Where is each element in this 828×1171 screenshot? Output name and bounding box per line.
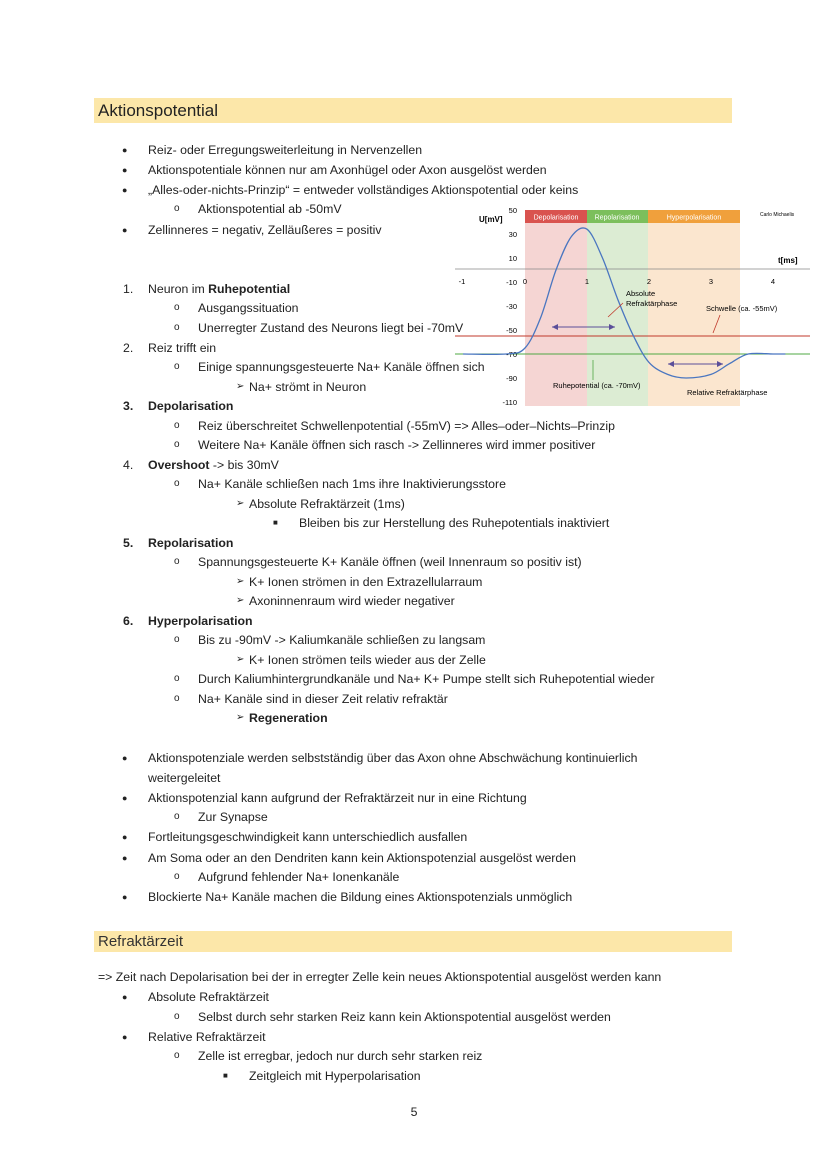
list-item: Fortleitungsgeschwindigkeit kann unterschiedlich ausfallen: [148, 830, 468, 844]
step-number: 5.: [123, 536, 134, 550]
bullet-icon: ●: [122, 145, 128, 155]
x-tick-label: 1: [584, 277, 590, 286]
list-item: Zeitgleich mit Hyperpolarisation: [249, 1069, 421, 1083]
list-item: Ausgangssituation: [198, 301, 299, 315]
list-item: Zellinneres = negativ, Zelläußeres = positiv: [148, 223, 382, 237]
sub-bullet-icon: o: [174, 361, 180, 372]
step-number: 3.: [123, 399, 134, 413]
sub-bullet-icon: o: [174, 1050, 180, 1061]
step-3: Depolarisation: [148, 399, 234, 413]
annotation-relative: Relative Refraktärphase: [687, 388, 768, 397]
list-item: Relative Refraktärzeit: [148, 1030, 266, 1044]
list-item: Na+ strömt in Neuron: [249, 380, 367, 394]
sub-bullet-icon: o: [174, 420, 180, 431]
list-item-continuation: weitergeleitet: [148, 771, 221, 785]
sub-bullet-icon: o: [174, 478, 180, 489]
arrow-bullet-icon: ➢: [236, 712, 245, 723]
bullet-icon: ●: [122, 225, 128, 235]
section-heading-aktionspotential: Aktionspotential: [94, 98, 732, 123]
list-item: K+ Ionen strömen in den Extrazellularraum: [249, 575, 483, 589]
y-tick-label: -50: [506, 326, 517, 335]
list-item: Aufgrund fehlender Na+ Ionenkanäle: [198, 870, 400, 884]
bullet-icon: ●: [122, 185, 128, 195]
page-number: 5: [410, 1105, 418, 1119]
list-item: Aktionspotential ab -50mV: [198, 202, 342, 216]
sub-bullet-icon: o: [174, 1011, 180, 1022]
x-axis-label: t[ms]: [778, 256, 798, 265]
step-1: Neuron im Ruhepotential: [148, 282, 291, 296]
list-item: Spannungsgesteuerte K+ Kanäle öffnen (weil Innenraum so positiv ist): [198, 555, 582, 569]
list-item: Zelle ist erregbar, jedoch nur durch sehr starken reiz: [198, 1049, 483, 1063]
x-tick-label: 3: [708, 277, 714, 286]
sub-bullet-icon: o: [174, 302, 180, 313]
sub-bullet-icon: o: [174, 203, 180, 214]
y-tick-label: 30: [508, 230, 517, 239]
list-item: Weitere Na+ Kanäle öffnen sich rasch -> Zellinneres wird immer positiver: [198, 438, 596, 452]
bullet-icon: ●: [122, 832, 128, 842]
bullet-icon: ●: [122, 853, 128, 863]
list-item: Selbst durch sehr starken Reiz kann kein Aktionspotential ausgelöst werden: [198, 1010, 611, 1024]
step-number: 1.: [123, 282, 134, 296]
x-tick-label: 2: [646, 277, 652, 286]
list-item: Absolute Refraktärzeit: [148, 990, 269, 1004]
annotation-resting: Ruhepotential (ca. -70mV): [553, 381, 641, 390]
sub-bullet-icon: o: [174, 693, 180, 704]
sub-bullet-icon: o: [174, 673, 180, 684]
action-potential-chart: [455, 200, 810, 410]
y-tick-label: 50: [508, 206, 517, 215]
y-tick-label: -10: [506, 278, 517, 287]
list-item: Axoninnenraum wird wieder negativer: [249, 594, 455, 608]
list-item: Aktionspotenziale werden selbstständig über das Axon ohne Abschwächung kontinuierlich: [148, 751, 638, 765]
step-5: Repolarisation: [148, 536, 234, 550]
bullet-icon: ●: [122, 892, 128, 902]
arrow-bullet-icon: ➢: [236, 654, 245, 665]
sub-bullet-icon: o: [174, 871, 180, 882]
step-6: Hyperpolarisation: [148, 614, 253, 628]
list-item: Bleiben bis zur Herstellung des Ruhepotentials inaktiviert: [299, 516, 610, 530]
x-tick-label: 0: [522, 277, 528, 286]
y-tick-label: -70: [506, 350, 517, 359]
phase-bg-depolarisation: [522, 210, 590, 406]
bullet-icon: ●: [122, 1032, 128, 1042]
sub-bullet-icon: o: [174, 634, 180, 645]
square-bullet-icon: ■: [223, 1071, 228, 1080]
list-item: Reiz überschreitet Schwellenpotential (-55mV) => Alles–oder–Nichts–Prinzip: [198, 419, 615, 433]
step-number: 2.: [123, 341, 134, 355]
list-item: Zur Synapse: [198, 810, 268, 824]
bullet-icon: ●: [122, 753, 128, 763]
list-item: Aktionspotenzial kann aufgrund der Refraktärzeit nur in eine Richtung: [148, 791, 527, 805]
list-item: Reiz- oder Erregungsweiterleitung in Nervenzellen: [148, 143, 423, 157]
list-item: K+ Ionen strömen teils wieder aus der Zelle: [249, 653, 486, 667]
bullet-icon: ●: [122, 793, 128, 803]
list-item: Am Soma oder an den Dendriten kann kein Aktionspotenzial ausgelöst werden: [148, 851, 576, 865]
y-tick-label: 10: [508, 254, 517, 263]
y-axis-label: U[mV]: [479, 215, 503, 224]
section-heading-refraktaerzeit: Refraktärzeit: [94, 931, 732, 952]
annotation-absolute: Absolute: [626, 289, 656, 298]
phase-text: Depolarisation: [533, 214, 579, 222]
arrow-bullet-icon: ➢: [236, 498, 245, 509]
square-bullet-icon: ■: [273, 518, 278, 527]
sub-bullet-icon: o: [174, 322, 180, 333]
definition-text: => Zeit nach Depolarisation bei der in erregter Zelle kein neues Aktionspotential ausgelöst werden kann: [98, 970, 662, 984]
x-tick-label: -1: [458, 277, 466, 286]
list-item: Einige spannungsgesteuerte Na+ Kanäle öffnen sich: [198, 360, 485, 374]
arrow-bullet-icon: ➢: [236, 381, 245, 392]
list-item: Unerregter Zustand des Neurons liegt bei -70mV: [198, 321, 464, 335]
y-tick-label: -90: [506, 374, 517, 383]
list-item: Na+ Kanäle sind in dieser Zeit relativ refraktär: [198, 692, 448, 706]
list-item: Regeneration: [249, 711, 328, 725]
step-4: Overshoot -> bis 30mV: [148, 458, 279, 472]
sub-bullet-icon: o: [174, 439, 180, 450]
annotation-threshold: Schwelle (ca. -55mV): [706, 304, 778, 313]
annotation-absolute: Refraktärphase: [626, 299, 678, 308]
sub-bullet-icon: o: [174, 556, 180, 567]
bullet-icon: ●: [122, 165, 128, 175]
y-tick-label: -110: [502, 398, 517, 407]
arrow-bullet-icon: ➢: [236, 595, 245, 606]
list-item: „Alles-oder-nichts-Prinzip“ = entweder vollständiges Aktionspotential oder keins: [148, 183, 579, 197]
step-number: 4.: [123, 458, 134, 472]
list-item: Durch Kaliumhintergrundkanäle und Na+ K+ Pumpe stellt sich Ruhepotential wieder: [198, 672, 655, 686]
list-item: Bis zu -90mV -> Kaliumkanäle schließen zu langsam: [198, 633, 486, 647]
list-item: Aktionspotentiale können nur am Axonhügel oder Axon ausgelöst werden: [148, 163, 547, 177]
phase-text: Repolarisation: [594, 214, 640, 222]
step-number: 6.: [123, 614, 134, 628]
y-tick-label: -30: [506, 302, 517, 311]
x-tick-label: 4: [770, 277, 776, 286]
list-item: Absolute Refraktärzeit (1ms): [249, 497, 405, 511]
sub-bullet-icon: o: [174, 811, 180, 822]
phase-text: Hyperpolarisation: [666, 214, 722, 222]
chart-credit: Carlo Michaelis: [760, 212, 795, 218]
bullet-icon: ●: [122, 992, 128, 1002]
arrow-bullet-icon: ➢: [236, 576, 245, 587]
step-2: Reiz trifft ein: [148, 341, 217, 355]
list-item: Blockierte Na+ Kanäle machen die Bildung eines Aktionspotenzials unmöglich: [148, 890, 573, 904]
list-item: Na+ Kanäle schließen nach 1ms ihre Inaktivierungsstore: [198, 477, 506, 491]
